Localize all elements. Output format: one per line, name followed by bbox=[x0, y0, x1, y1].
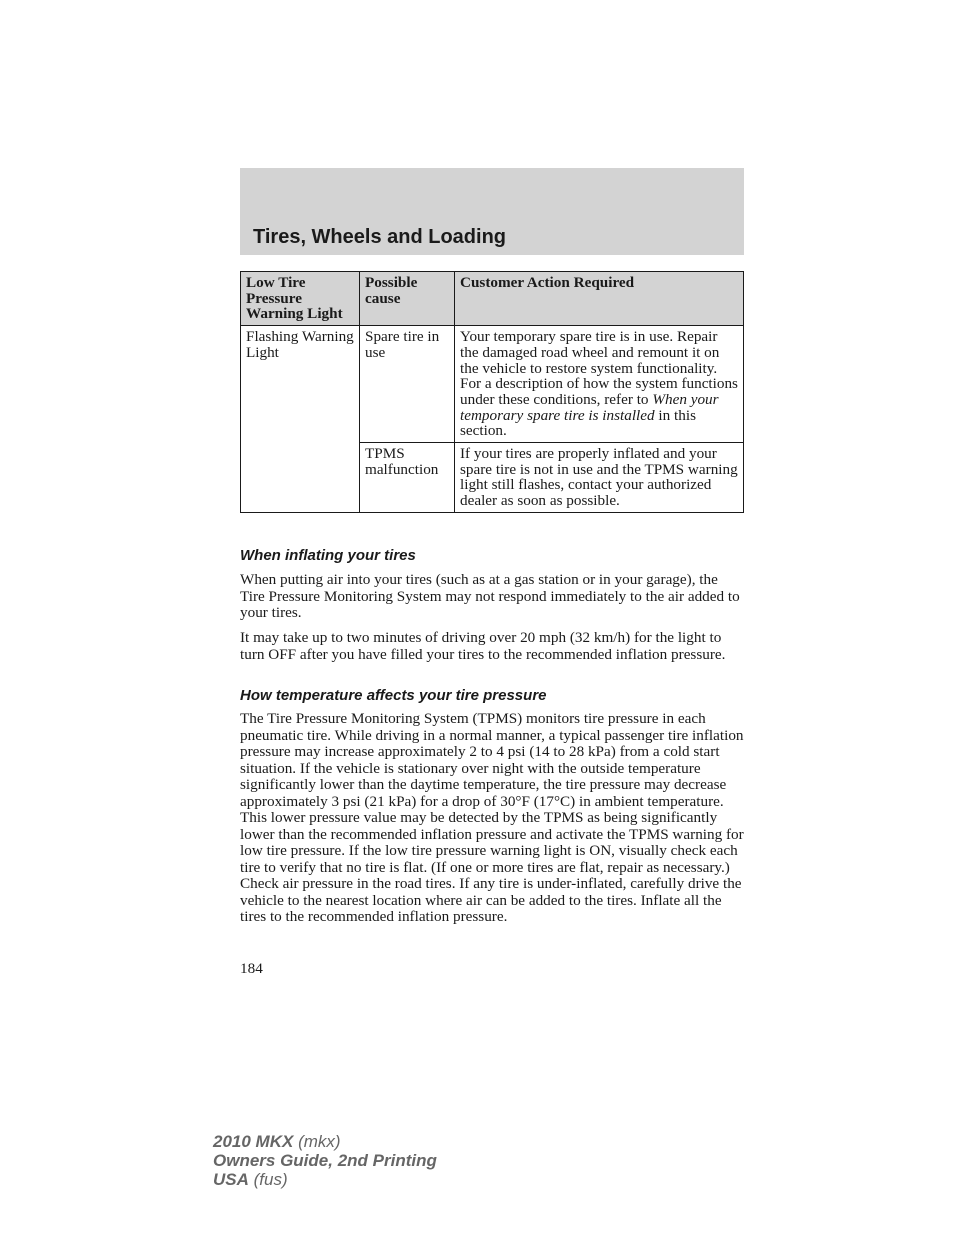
footer-edition: Owners Guide, 2nd Printing bbox=[213, 1151, 437, 1170]
body-paragraph: It may take up to two minutes of driving over 20 mph (32 km/h) for the light to turn OFF after you have filled your tires to the recommended inflation pressure. bbox=[240, 629, 726, 663]
action-cell bbox=[455, 443, 744, 513]
footer-model: 2010 MKX bbox=[213, 1132, 294, 1151]
tpms-warning-table bbox=[240, 271, 744, 513]
table-header-row bbox=[241, 272, 744, 326]
document-footer bbox=[213, 1132, 437, 1189]
action-text: Your temporary spare tire is in use. Repair the damaged road wheel and remount it on the vehicle to restore system functionality. For a description of how the system functions under these conditions, refer to bbox=[460, 328, 738, 408]
indicator-cell: Flashing Warning Light bbox=[241, 326, 360, 513]
table-row bbox=[241, 326, 744, 443]
body-paragraph: The Tire Pressure Monitoring System (TPMS) monitors tire pressure in each pneumatic tire. While driving in a normal manner, a typical passenger tire inflation pressure may increase approximately 2 to 4 psi (14 to 28 kPa) from a cold start situation. If the vehicle is stationary over night with the outside temperature significantly lower than the daytime temperature, the tire pressure may decrease approximately 3 psi (21 kPa) for a drop of 30°F (17°C) in ambient temperature. This lower pressure value may be detected by the TPMS as being significantly lower than the recommended inflation pressure and activate the TPMS warning for low tire pressure. If the low tire pressure warning light is ON, visually check each tire to verify that no tire is flat. (If one or more tires are flat, repair as necessary.) Check air pressure in the road tires. If any tire is under-inflated, carefully drive the vehicle to the nearest location where air can be added to the tires. Inflate all the tires to the recommended inflation pressure. bbox=[240, 710, 744, 925]
section-title: Tires, Wheels and Loading bbox=[253, 226, 507, 248]
footer-line bbox=[213, 1132, 437, 1151]
table-header-cell: Customer Action Required bbox=[455, 272, 744, 326]
table-header-cell: Possible cause bbox=[360, 272, 455, 326]
action-cell bbox=[455, 326, 744, 443]
table-header-cell: Low Tire Pressure Warning Light bbox=[241, 272, 360, 326]
action-text: in this section. bbox=[460, 406, 696, 440]
footer-line bbox=[213, 1170, 437, 1189]
footer-market: USA bbox=[213, 1170, 249, 1189]
section-header-band bbox=[240, 168, 744, 255]
section-heading: How temperature affects your tire pressure bbox=[240, 687, 547, 704]
footer-line bbox=[213, 1151, 437, 1170]
cross-reference: When your temporary spare tire is installed bbox=[460, 390, 719, 424]
footer-model-code: (mkx) bbox=[298, 1132, 341, 1151]
action-text: If your tires are properly inflated and your spare tire is not in use and the TPMS warning light still flashes, contact your authorized dealer as soon as possible. bbox=[460, 445, 738, 510]
section-heading: When inflating your tires bbox=[240, 547, 416, 564]
footer-market-code: (fus) bbox=[253, 1170, 288, 1189]
body-paragraph: When putting air into your tires (such as at a gas station or in your garage), the Tire Pressure Monitoring System may not respond immediately to the air added to your tires. bbox=[240, 571, 740, 621]
cause-cell: Spare tire in use bbox=[360, 326, 455, 443]
page-number: 184 bbox=[240, 960, 263, 977]
cause-cell: TPMS malfunction bbox=[360, 443, 455, 513]
